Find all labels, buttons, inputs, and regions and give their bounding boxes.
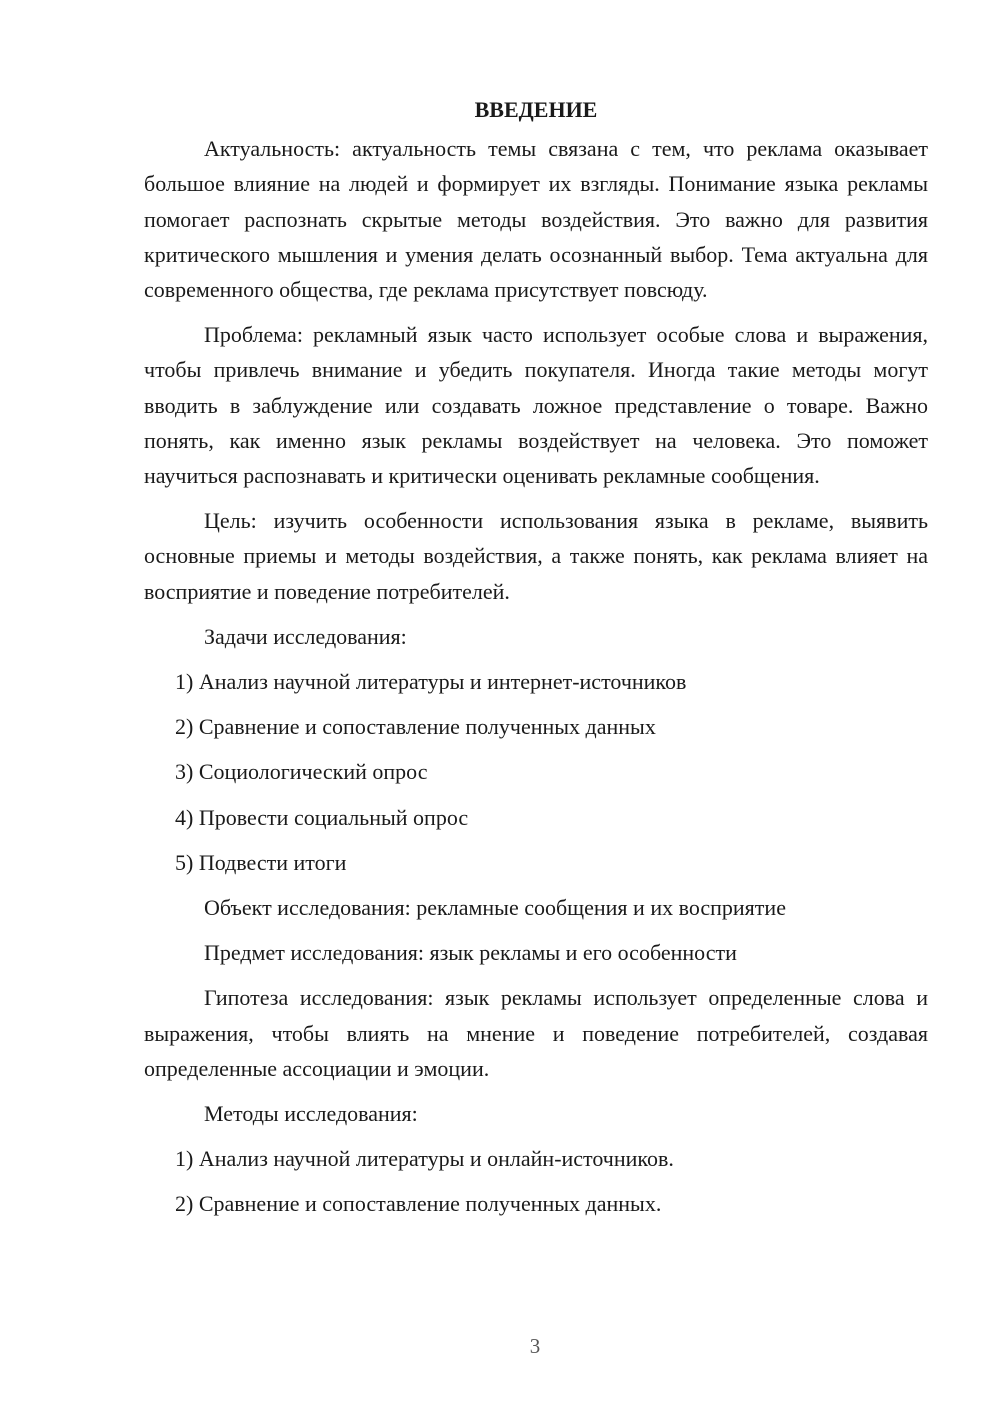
section-title: ВВЕДЕНИЕ: [474, 97, 598, 122]
methods-heading: Методы исследования:: [204, 1101, 418, 1127]
method-item: 1) Анализ научной литературы и онлайн-источников.: [175, 1146, 674, 1172]
subject-line: Предмет исследования: язык рекламы и его особенности: [204, 940, 737, 966]
goal-paragraph: Цель: изучить особенности использования языка в рекламе, выявить основные приемы и методы воздействия, а также понять, как реклама влияет на восприятие и поведение потребителей.: [144, 508, 928, 604]
task-item: 1) Анализ научной литературы и интернет-источников: [175, 669, 687, 695]
method-item: 2) Сравнение и сопоставление полученных данных.: [175, 1191, 662, 1217]
hypothesis-paragraph: Гипотеза исследования: язык рекламы использует определенные слова и выражения, чтобы влиять на мнение и поведение потребителей, создавая определенные ассоциации и эмоции.: [144, 985, 928, 1081]
relevance-paragraph: Актуальность: актуальность темы связана с тем, что реклама оказывает большое влияние на людей и формирует их взгляды. Понимание языка рекламы помогает распознать скрытые методы воздействия. Это важно для развития критического мышления и умения делать осознанный выбор. Тема актуальна для современного общества, где реклама присутствует повсюду.: [144, 136, 928, 303]
page-content: [144, 92, 928, 1232]
tasks-heading: Задачи исследования:: [204, 623, 407, 649]
object-line: Объект исследования: рекламные сообщения и их восприятие: [204, 895, 786, 921]
task-item: 5) Подвести итоги: [175, 849, 347, 875]
task-item: 3) Социологический опрос: [175, 759, 428, 785]
page-number: 3: [529, 1334, 541, 1358]
task-item: 2) Сравнение и сопоставление полученных данных: [175, 714, 656, 740]
task-item: 4) Провести социальный опрос: [175, 804, 469, 830]
problem-paragraph: Проблема: рекламный язык часто использует особые слова и выражения, чтобы привлечь внимание и убедить покупателя. Иногда такие методы могут вводить в заблуждение или создавать ложное представление о товаре. Важно понять, как именно язык рекламы воздействует на человека. Это поможет научиться распознавать и критически оценивать рекламные сообщения.: [144, 322, 928, 489]
